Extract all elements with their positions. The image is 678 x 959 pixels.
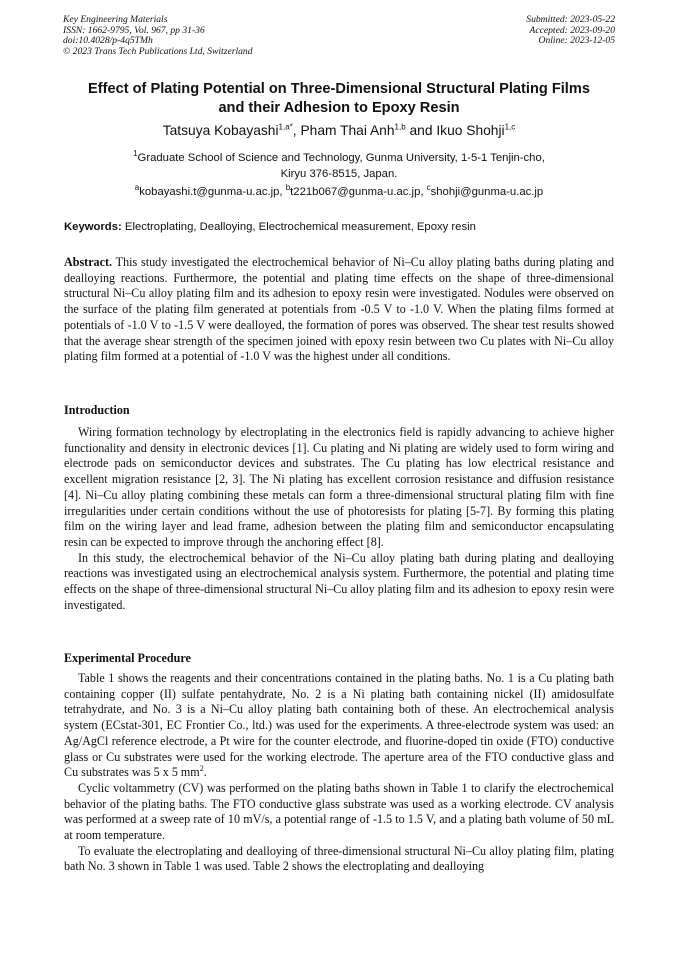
email-mark: a	[134, 183, 140, 193]
email-link[interactable]: t221b067@gunma-u.ac.jp,	[290, 186, 427, 198]
issn-line: ISSN: 1662-9795, Vol. 967, pp 31-36	[63, 24, 205, 36]
journal-info	[63, 15, 253, 57]
affiliation-text: Graduate School of Science and Technology, Gunma University, 1-5-1 Tenjin-cho,	[137, 152, 545, 164]
accepted-date: Accepted: 2023-09-20	[529, 24, 615, 36]
keywords	[64, 220, 614, 235]
author-name: Pham Thai Anh	[300, 123, 395, 138]
author-name: Ikuo Shohji	[436, 123, 505, 138]
email-link[interactable]: kobayashi.t@gunma-u.ac.jp,	[139, 186, 286, 198]
abstract	[64, 255, 614, 365]
author-affil-mark: 1,a*	[278, 122, 293, 132]
paragraph: To evaluate the electroplating and dealloying of three-dimensional structural Ni–Cu alloy plating film, plating bath No. 3 shown in Table 1 was used. Table 2 shows the electroplating and dealloying	[64, 843, 614, 874]
paragraph: Wiring formation technology by electroplating in the electronics field is rapidly advancing to achieve higher functionality and density in electronic devices [1]. Cu plating and Ni plating are widely used to form wiring and electrode pads on semiconductor devices and substrates. The Cu plating has low electrical resistance and excellent migration resistance [2, 3]. The Ni plating has excellent corrosion resistance and diffusion resistance [4]. Ni–Cu alloy plating combining these metals can form a three-dimensional structural plating film with fine irregularities under certain conditions without the use of photoresists for plating [5-7]. By forming this plating film on the wiring layer and lead frame, adhesion between the plating film and semiconductor encapsulating resin can be expected to improve through the anchoring effect [8].	[64, 425, 614, 549]
online-date: Online: 2023-12-05	[538, 35, 615, 47]
author-emails	[40, 185, 638, 200]
submitted-date: Submitted: 2023-05-22	[526, 14, 615, 25]
keywords-text: Electroplating, Dealloying, Electrochemical measurement, Epoxy resin	[121, 221, 476, 233]
author-affil-mark: 1,c	[504, 122, 516, 132]
keywords-label: Keywords:	[64, 221, 122, 233]
abstract-text: This study investigated the electrochemical behavior of Ni–Cu alloy plating baths during plating and dealloying reactions. Furthermore, the potential and plating time effects on the shape of three-dimensional structural Ni–Cu alloy plating film and its adhesion to epoxy resin were investigated. Nodules were observed on the surface of the plating film generated at potentials from -0.5 V to -1.0 V. When the plating films formed at potentials of -1.0 V to -1.5 V were dealloyed, the formation of pores was observed. The shear test results showed that the average shear strength of the specimen joined with epoxy resin between two Cu plates with Ni–Cu alloy plating film formed at a potential of -1.0 V was the highest under all conditions.	[64, 255, 614, 364]
author-separator: and	[405, 123, 437, 138]
paragraph	[64, 671, 614, 781]
author-name: Tatsuya Kobayashi	[162, 123, 279, 138]
author-separator: ,	[292, 123, 301, 138]
copyright-line: © 2023 Trans Tech Publications Ltd, Switzerland	[63, 45, 253, 57]
affiliation	[70, 151, 608, 182]
author-list	[40, 122, 638, 140]
email-link[interactable]: shohji@gunma-u.ac.jp	[430, 186, 544, 198]
title-line-2: and their Adhesion to Epoxy Resin	[218, 100, 460, 116]
introduction-heading: Introduction	[64, 403, 130, 417]
journal-name: Key Engineering Materials	[63, 14, 168, 25]
paragraph-end: .	[203, 765, 207, 780]
email-mark: c	[426, 183, 431, 193]
doi-line[interactable]: doi:10.4028/p-4q5TMh	[63, 35, 153, 47]
experimental-section	[64, 671, 614, 875]
affiliation-line-2: Kiryu 376-8515, Japan.	[280, 167, 398, 180]
abstract-label: Abstract.	[64, 255, 113, 269]
superscript: 2	[199, 764, 204, 774]
abstract-paragraph	[64, 255, 614, 365]
paragraph: In this study, the electrochemical behavior of the Ni–Cu alloy plating bath during plating and dealloying reactions was investigated using an electrochemical analysis system. Furthermore, the potential and plating time effects on the shape of three-dimensional structural Ni–Cu alloy plating film and its adhesion to epoxy resin were investigated.	[64, 550, 614, 612]
title-line-1: Effect of Plating Potential on Three-Dimensional Structural Plating Films	[88, 81, 590, 97]
experimental-heading: Experimental Procedure	[64, 651, 191, 665]
author-affil-mark: 1,b	[394, 122, 406, 132]
affiliation-mark: 1	[133, 149, 138, 159]
publication-dates	[526, 15, 615, 47]
paragraph: Cyclic voltammetry (CV) was performed on the plating baths shown in Table 1 to clarify the electrochemical behavior of the plating baths. The FTO conductive glass substrate was used as a working electrode. CV analysis was performed at a sweep rate of 10 mV/s, a potential range of -1.5 to 1.5 V, and a plating bath volume of 50 mL at room temperature.	[64, 780, 614, 843]
affiliation-line-1	[70, 151, 608, 167]
introduction-section	[64, 425, 614, 613]
email-mark: b	[285, 183, 291, 193]
paper-title	[50, 80, 628, 118]
paragraph-text: Table 1 shows the reagents and their concentrations contained in the plating baths. No. 1 is a Cu plating bath containing copper (II) sulfate pentahydrate, No. 2 is a Ni plating bath containing nickel (II) amidosulfate tetrahydrate, and No. 3 is a Ni–Cu alloy plating bath containing both of these. An electrochemical analysis system (ECstat-301, EC Frontier Co., ltd.) was used for the experiments. A three-electrode system was used: an Ag/AgCl reference electrode, a Pt wire for the counter electrode, and fluorine-doped tin oxide (FTO) conductive glass or Cu substrates were used for the working electrode. The aperture area of the FTO conductive glass and Cu substrates was 5 x 5 mm	[64, 671, 614, 780]
